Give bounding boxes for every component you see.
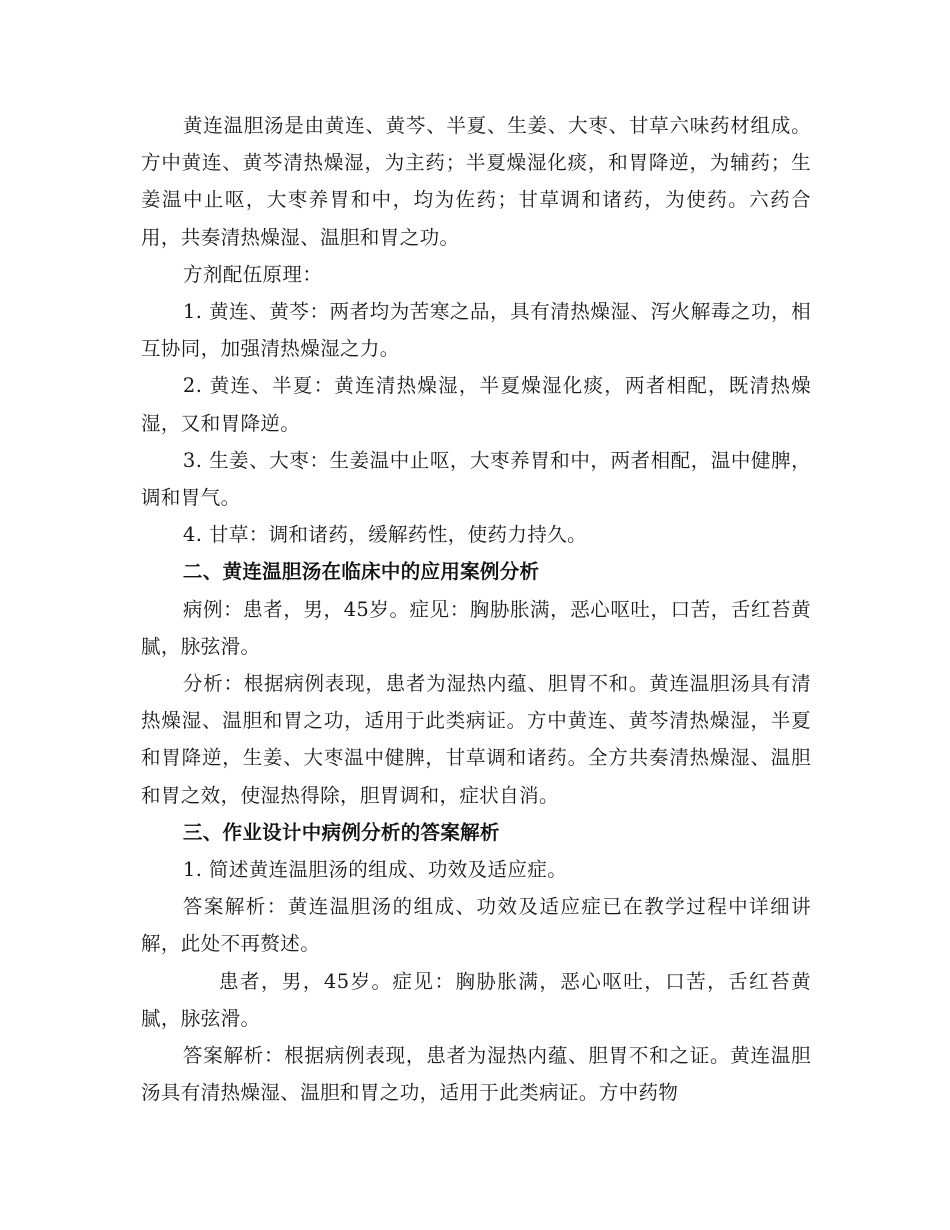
paragraph-case-repeat: 患者，男，45岁。症见：胸胁胀满，恶心呕吐，口苦，舌红苔黄腻，脉弦滑。 — [141, 969, 811, 1030]
paragraph-answer-2: 答案解析：根据病例表现，患者为湿热内蕴、胆胃不和之证。黄连温胆汤具有清热燥湿、温胆和胃之功，适用于此类病证。方中药物 — [141, 1044, 811, 1105]
section-heading-3: 三、作业设计中病例分析的答案解析 — [182, 820, 500, 844]
list-item-principle-2: 2. 黄连、半夏：黄连清热燥湿，半夏燥湿化痰，两者相配，既清热燥湿，又和胃降逆。 — [141, 374, 811, 435]
paragraph-analysis: 分析：根据病例表现，患者为湿热内蕴、胆胃不和。黄连温胆汤具有清热燥湿、温胆和胃之功，适用于此类病证。方中黄连、黄芩清热燥湿，半夏和胃降逆，生姜、大枣温中健脾，甘草调和诸药。全方共奏清热燥湿、温胆和胃之效，使湿热得除，胆胃调和，症状自消。 — [141, 672, 811, 807]
section-heading-2: 二、黄连温胆汤在临床中的应用案例分析 — [182, 560, 540, 584]
document-body — [141, 107, 811, 1111]
paragraph-composition: 黄连温胆汤是由黄连、黄芩、半夏、生姜、大枣、甘草六味药材组成。方中黄连、黄芩清热燥湿，为主药；半夏燥湿化痰，和胃降逆，为辅药；生姜温中止呕，大枣养胃和中，均为佐药；甘草调和诸药，为使药。六药合用，共奏清热燥湿、温胆和胃之功。 — [141, 114, 811, 249]
list-item-principle-3: 3. 生姜、大枣：生姜温中止呕，大枣养胃和中，两者相配，温中健脾，调和胃气。 — [141, 448, 811, 510]
list-item-principle-4: 4. 甘草：调和诸药，缓解药性，使药力持久。 — [182, 523, 588, 547]
paragraph-principle-heading: 方剂配伍原理： — [182, 262, 323, 286]
list-item-principle-1: 1. 黄连、黄芩：两者均为苦寒之品，具有清热燥湿、泻火解毒之功，相互协同，加强清热燥湿之力。 — [141, 300, 811, 361]
paragraph-answer-1: 答案解析：黄连温胆汤的组成、功效及适应症已在教学过程中详细讲解，此处不再赘述。 — [141, 895, 811, 956]
paragraph-case: 病例：患者，男，45岁。症见：胸胁胀满，恶心呕吐，口苦，舌红苔黄腻，脉弦滑。 — [141, 597, 811, 658]
list-item-question-1: 1. 简述黄连温胆汤的组成、功效及适应症。 — [182, 858, 568, 882]
